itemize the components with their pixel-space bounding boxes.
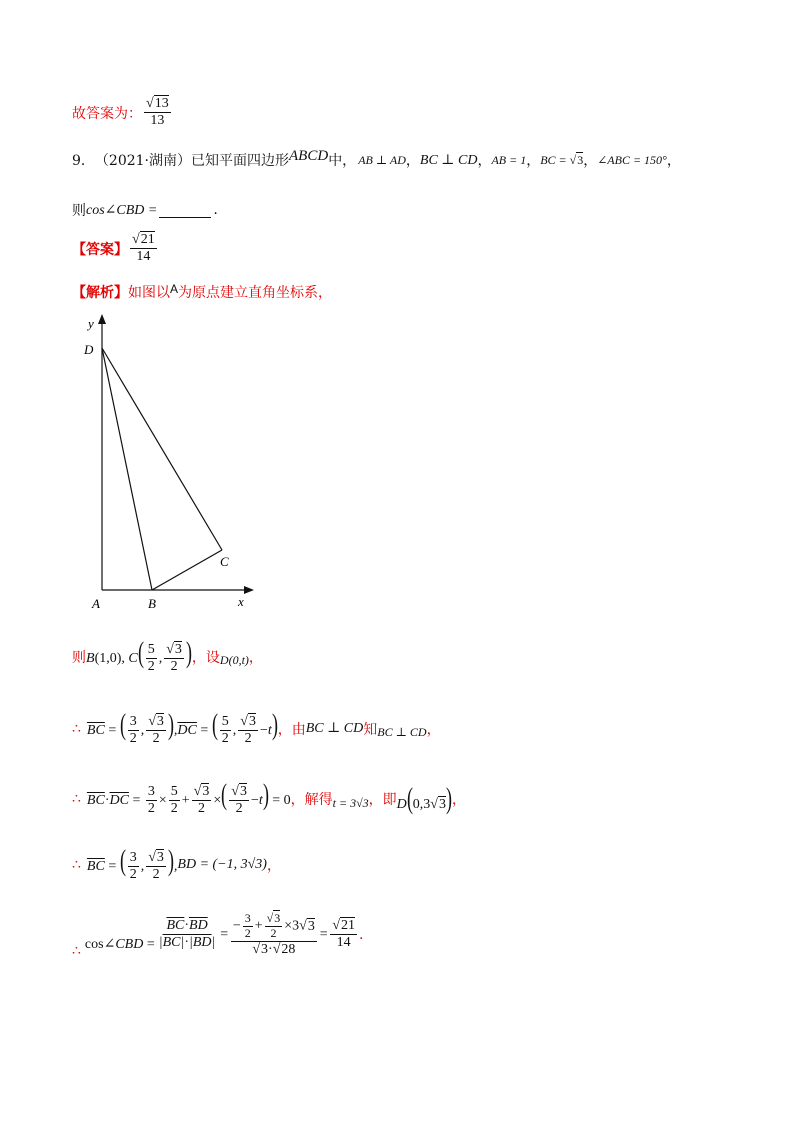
problem-source: （2021·湖南）: [94, 153, 192, 169]
segment-db: [102, 348, 152, 590]
dot-product-eq: $\overline{BC}\cdot\overline{DC}$ = $\frac{3}{2}$ × $\frac{5}{2}$ + $\frac{√3}{2}$ ×( $\frac{√3}{2}$ −t) = 0: [86, 778, 291, 817]
prev-answer-fraction: $\frac{√13}{13}$: [146, 96, 169, 129]
y-axis-arrow-icon: [98, 314, 106, 324]
cond-angle-abc: ∠ABC = 150°: [597, 152, 667, 167]
analysis-label: 【解析】: [72, 285, 128, 301]
segment-dc: [102, 348, 222, 550]
origin-label: A: [170, 282, 179, 296]
step-2: ∴ $\overline{BC}$ = ( $\frac{3}{2}$ , $\frac{√3}{2}$ )$,\overline{DC}$ = ( $\frac{5}{2}$ , $\frac{√3}{2}$ −t) ，由 BC ⊥ CD 知 BC ⊥ CD ，: [72, 708, 441, 747]
point-label-c: C: [220, 554, 229, 569]
ask-expression: cos∠CBD =: [86, 202, 158, 218]
problem-line-2: 则 cos∠CBD = .: [72, 202, 218, 219]
step-1: 则 B(1,0), C( $\frac{5}{2}$ , $\frac{√3}{2}$ ) ，设 D(0,t) ，: [72, 636, 263, 675]
point-d-param: D(0,t): [219, 653, 249, 668]
segment-bc: [152, 550, 222, 590]
quad-name: ABCD: [289, 147, 329, 164]
problem-text-1: 已知平面四边形: [191, 153, 290, 169]
answer-fraction: $\frac{√21}{14}$: [132, 232, 155, 265]
cosine-result: $\frac{√21}{14}$: [332, 918, 355, 951]
cond-ab-eq-1: AB = 1: [491, 152, 527, 167]
answer-label: 【答案】: [72, 241, 128, 258]
prev-answer-label: 故答案为：: [72, 105, 142, 122]
cond-ab-perp-ad: AB ⊥ AD: [358, 152, 406, 167]
answer-blank: [159, 203, 211, 218]
step-5: ∴ cos∠CBD = $\frac{\overline{BC}\cdot\overline{BD}}{|\overline{BC}|\cdot|\overline{BD}|}$ = − $\frac{3}{2}$ + $\frac{√3}{2}$ ×3√3 √3·√28 = $\frac{√21}{14}$ .: [72, 911, 364, 959]
prev-answer-line: [72, 96, 173, 129]
axis-label-y: y: [88, 316, 94, 331]
point-label-d: D: [84, 342, 94, 357]
vectors-bc-dc: $\overline{BC}$ = ( $\frac{3}{2}$ , $\frac{√3}{2}$ )$,\overline{DC}$ = ( $\frac{5}{2}$ , $\frac{√3}{2}$ −t): [86, 708, 278, 747]
x-axis-arrow-icon: [244, 586, 254, 594]
coords-bc: B(1,0), C( $\frac{5}{2}$ , $\frac{√3}{2}$ ): [86, 636, 192, 675]
coordinate-figure: [80, 310, 280, 610]
answer-line: [72, 232, 159, 265]
vectors-bc-bd: $\overline{BC}$ = ( $\frac{3}{2}$ , $\frac{√3}{2}$ ),: [86, 844, 178, 883]
step-3: ∴ $\overline{BC}\cdot\overline{DC}$ = $\frac{3}{2}$ × $\frac{5}{2}$ + $\frac{√3}{2}$ ×( $\frac{√3}{2}$ −t) = 0 ，解得 t = 3√3 ，即 D(0,3√3) ，: [72, 778, 466, 817]
cond-bc-perp-cd: BC ⊥ CD: [419, 152, 478, 168]
step-4: ∴ $\overline{BC}$ = ( $\frac{3}{2}$ , $\frac{√3}{2}$ ), BD = (−1, 3√3) ，: [72, 844, 281, 883]
point-label-a: A: [92, 596, 100, 610]
axis-label-x: x: [238, 594, 244, 609]
cond-bc-eq: BC = √3: [540, 152, 584, 167]
problem-number: 9．: [72, 153, 95, 169]
cosine-computation: cos∠CBD =: [84, 937, 155, 953]
analysis-line: 【解析】 如图以 A 为原点建立直角坐标系，: [72, 282, 333, 301]
vector-bd: BD = (−1, 3√3): [177, 856, 267, 872]
problem-line-1: 9． （2021·湖南） 已知平面四边形 ABCD 中， AB ⊥ AD ， BC ⊥ CD ， AB = 1 ， BC = √3 ， ∠ABC = 150° ，: [72, 147, 681, 169]
point-d-result: D(0,3√3): [396, 781, 452, 815]
point-label-b: B: [148, 596, 156, 610]
